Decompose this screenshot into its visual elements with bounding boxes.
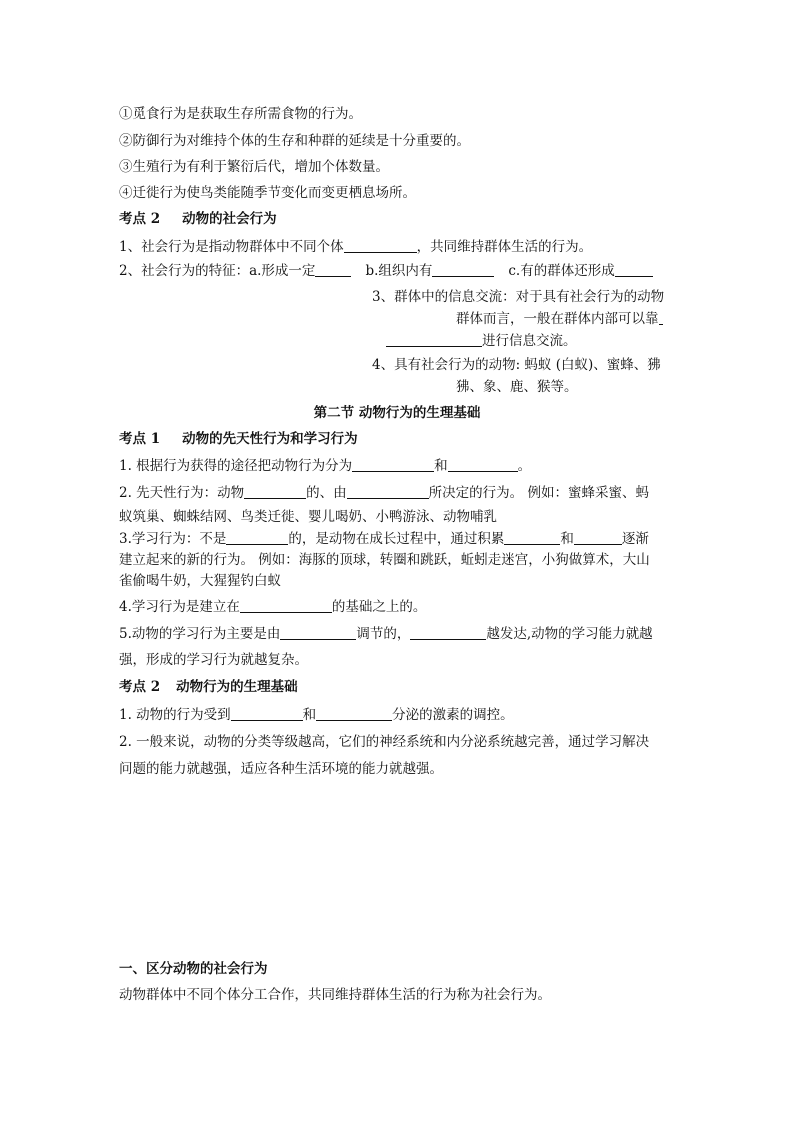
section-heading-basis — [119, 676, 298, 698]
fill-blank[interactable] — [504, 529, 560, 545]
fill-blank[interactable] — [615, 261, 653, 277]
fill-blank[interactable] — [244, 483, 306, 499]
social-q1: 1、社会行为是指动物群体中不同个体 ，共同维持群体生活的行为。 — [119, 239, 593, 255]
part1-text: 动物群体中不同个体分工合作，共同维持群体生活的行为称为社会行为。 — [119, 987, 551, 1003]
heading-tag: 考点 1 — [119, 431, 161, 447]
heading-title: 动物行为的生理基础 — [176, 679, 298, 695]
social-q2: 2、社会行为的特征：a.形成一定 b.组织内有 c.有的群体还形成 — [119, 260, 653, 282]
fill-blank[interactable] — [574, 529, 622, 545]
bullet-reproduction: ③生殖行为有利于繁衍后代，增加个体数量。 — [119, 159, 389, 175]
social-q3-line1: 3、群体中的信息交流：对于具有社会行为的动物 — [372, 289, 665, 305]
basis-p1: 1. 动物的行为受到 和 分泌的激素的调控。 — [119, 707, 514, 723]
learn-p3-line3: 雀偷喝牛奶，大猩猩钓白蚁 — [119, 573, 281, 589]
fill-blank[interactable] — [344, 237, 417, 253]
fill-blank[interactable] — [280, 624, 356, 640]
learn-p5: 5.动物的学习行为主要是由 调节的， 越发达,动物的学习能力就越 — [119, 626, 653, 642]
learn-p5-line2: 强，形成的学习行为就越复杂。 — [119, 652, 308, 668]
heading-title: 动物的先天性行为和学习行为 — [182, 431, 358, 447]
learn-p1: 1. 根据行为获得的途径把动物行为分为 和 。 — [119, 458, 532, 474]
fill-blank[interactable] — [347, 483, 429, 499]
fill-blank[interactable] — [410, 624, 486, 640]
section-heading-innate-learned — [119, 428, 358, 450]
fill-blank[interactable] — [226, 529, 288, 545]
bullet-feeding: ①觅食行为是获取生存所需食物的行为。 — [119, 106, 362, 122]
fill-blank[interactable] — [432, 261, 494, 277]
social-q4-line1: 4、具有社会行为的动物: 蚂蚁 (白蚁)、蜜蜂、狒 — [372, 357, 661, 373]
bullet-migration: ④迁徙行为使鸟类能随季节变化而变更栖息场所。 — [119, 185, 416, 201]
learn-p4: 4.学习行为是建立在 的基础之上的。 — [119, 599, 427, 615]
fill-blank[interactable] — [448, 456, 518, 472]
social-q3-line3: 进行信息交流。 — [386, 330, 577, 352]
learn-p3: 3.学习行为：不是 的，是动物在成长过程中，通过积累 和 逐渐 — [119, 531, 649, 547]
fill-blank[interactable] — [240, 597, 332, 613]
basis-p2-line2: 问题的能力就越强，适应各种生活环境的能力就越强。 — [119, 761, 443, 777]
fill-blank[interactable] — [315, 261, 351, 277]
social-q4-line2: 狒、象、鹿、猴等。 — [456, 379, 578, 395]
fill-blank[interactable] — [316, 705, 392, 721]
fill-blank[interactable] — [231, 705, 303, 721]
heading-tag: 考点 2 — [119, 211, 161, 227]
learn-p2: 2. 先天性行为：动物 的、由 所决定的行为。 例如：蜜蜂采蜜、蚂 — [119, 485, 649, 501]
social-q3-line2: 群体而言，一般在群体内部可以靠 — [456, 308, 663, 330]
fill-blank[interactable] — [386, 331, 482, 347]
learn-p2-line2: 蚁筑巢、蜘蛛结网、鸟类迁徙、婴儿喝奶、小鸭游泳、动物哺乳 — [119, 509, 497, 525]
part1-heading: 一、区分动物的社会行为 — [119, 961, 268, 977]
heading-title: 动物的社会行为 — [182, 211, 277, 227]
section-title: 第二节 动物行为的生理基础 — [313, 405, 481, 421]
basis-p2-line1: 2. 一般来说，动物的分类等级越高，它们的神经系统和内分泌系统越完善，通过学习解决 — [119, 734, 650, 750]
fill-blank[interactable] — [352, 456, 434, 472]
section-heading-social — [119, 208, 277, 230]
heading-tag: 考点 2 — [119, 679, 161, 695]
bullet-defense: ②防御行为对维持个体的生存和种群的延续是十分重要的。 — [119, 133, 470, 149]
learn-p3-line2: 建立起来的新的行为。 例如：海豚的顶球，转圈和跳跃，蚯蚓走迷宫，小狗做算术，大山 — [119, 552, 650, 568]
